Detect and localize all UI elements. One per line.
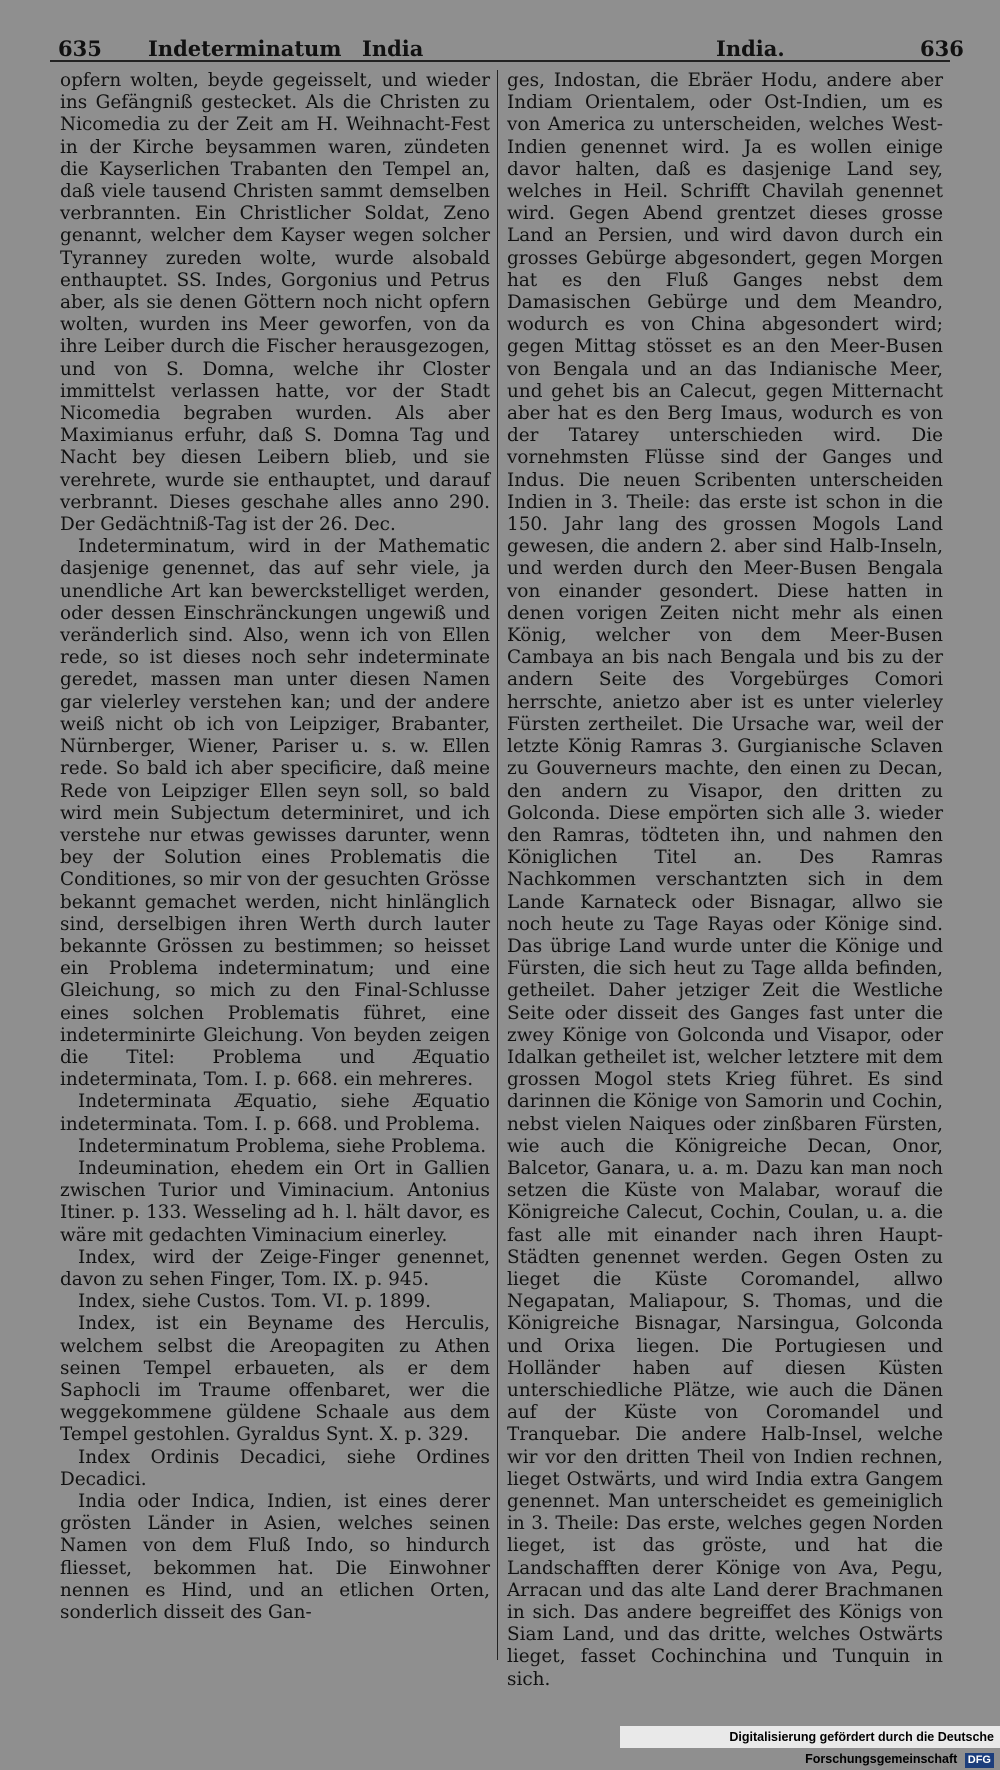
paragraph: Index, wird der Zeige-Finger genennet, davon zu sehen Finger, Tom. IX. p. 945. [60, 1246, 490, 1290]
dfg-logo: DFG [965, 1753, 994, 1768]
left-column [60, 70, 490, 1624]
page-number-right: 636 [920, 36, 964, 61]
paragraph: India oder Indica, Indien, ist eines derer grösten Länder in Asien, welches seinen Namen von dem Fluß Indo, so hindurch fliesset, bekommen hat. Die Einwohner nennen es Hind, und an etlichen Orten, sonderlich disseit des Gan- [60, 1491, 490, 1624]
paragraph: Index, ist ein Beyname des Herculis, welchem selbst die Areopagiten zu Athen seinen Tempel erbaueten, als er dem Saphocli im Traume offenbaret, wer die weggekommene güldene Schaale aus dem Tempel gestohlen. Gyraldus Synt. X. p. 329. [60, 1313, 490, 1446]
page-number-left: 635 [58, 36, 102, 61]
paragraph: Indeterminatum Problema, siehe Problema. [78, 1135, 487, 1157]
header-rule [50, 60, 950, 62]
running-header [50, 30, 964, 68]
running-head-right: India. [716, 36, 785, 61]
column-divider [497, 70, 498, 1660]
right-column [507, 70, 943, 1691]
paragraph: Indeterminatum, wird in der Mathematic dasjenige genennet, das auf sehr viele, ja unendliche Art kan bewerckstelliget werden, oder dessen Einschränckungen ungewiß und veränderlich sind. Also, wenn ich von Ellen rede, so ist dieses noch sehr indeterminate geredet, massen man unter diesen Namen gar vielerley verstehen kan; und der andere weiß nicht ob ich von Leipziger, Brabanter, Nürnberger, Wiener, Pariser u. s. w. Ellen rede. So bald ich aber specificire, daß meine Rede von Leipziger Ellen seyn soll, so bald wird mein Subjectum determiniret, und ich verstehe nur etwas gewisses darunter, wenn bey der Solution eines Problematis die Conditiones, so mir von der gesuchten Grösse bekannt gemachet werden, nicht hinlänglich sind, derselbigen ihren Werth durch lauter bekannte Grössen zu bestimmen; so heisset ein Problema indeterminatum; und eine Gleichung, so mich zu den Final-Schlusse eines solchen Problematis führet, eine indeterminirte Gleichung. Von beyden zeigen die Titel: Problema und Æquatio indeterminata, Tom. I. p. 668. ein mehreres. [60, 536, 490, 1091]
digitization-footer [620, 1726, 1000, 1766]
running-head-left: Indeterminatum [148, 36, 342, 61]
paragraph: opfern wolten, beyde gegeisselt, und wieder ins Gefängniß gestecket. Als die Christen zu Nicomedia zu der Zeit am H. Weihnacht-Fest in der Kirche beysammen waren, zündeten die Kayserlichen Trabanten den Tempel an, daß viele tausend Christen sammt demselben verbrannten. Ein Christlicher Soldat, Zeno genannt, welcher dem Kayser wegen solcher Tyranney zureden wolte, wurde alsobald enthauptet. SS. Indes, Gorgonius und Petrus aber, als sie denen Göttern noch nicht opfern wolten, wurden ins Meer geworfen, von da ihre Leiber durch die Fischer herausgezogen, und von S. Domna, welche ihr Closter immittelst verlassen hatte, vor der Stadt Nicomedia begraben wurden. Als aber Maximianus erfuhr, daß S. Domna Tag und Nacht bey diesen Leibern blieb, und sie verehrete, wurde sie enthauptet, und darauf verbrannt. Dieses geschahe alles anno 290. Der Gedächtniß-Tag ist der 26. Dec. [60, 70, 490, 536]
footer-text: Digitalisierung gefördert durch die Deutsche Forschungsgemeinschaft [729, 1730, 994, 1766]
paragraph: Indeterminata Æquatio, siehe Æquatio indeterminata. Tom. I. p. 668. und Problema. [60, 1091, 490, 1135]
running-head-center: India [362, 36, 424, 61]
paragraph: ges, Indostan, die Ebräer Hodu, andere aber Indiam Orientalem, oder Ost-Indien, um es von America zu unterscheiden, welches West-Indien genennet wird. Ja es wollen einige davor halten, daß es dasjenige Land sey, welches in Heil. Schrifft Chavilah genennet wird. Gegen Abend grentzet dieses grosse Land an Persien, und wird davon durch ein grosses Gebürge abgesondert, gegen Morgen hat es den Fluß Ganges nebst dem Damasischen Gebürge und dem Meandro, wodurch es von China abgesondert wird; gegen Mittag stösset es an den Meer-Busen von Bengala und an das Indianische Meer, und gehet bis an Calecut, gegen Mitternacht aber hat es den Berg Imaus, wodurch es von der Tatarey unterschieden wird. Die vornehmsten Flüsse sind der Ganges und Indus. Die neuen Scribenten unterscheiden Indien in 3. Theile: das erste ist schon in die 150. Jahr lang des grossen Mogols Land gewesen, die andern 2. aber sind Halb-Inseln, und werden durch den Meer-Busen Bengala von einander gesondert. Diese hatten in denen vorigen Zeiten nicht mehr als einen König, welcher von dem Meer-Busen Cambaya an bis nach Bengala und bis zu der andern Seite des Vorgebürges Comori herrschte, anietzo aber ist es unter vielerley Fürsten zertheilet. Die Ursache war, weil der letzte König Ramras 3. Gurgianische Sclaven zu Gouverneurs machte, den einen zu Decan, den andern zu Visapor, den dritten zu Golconda. Diese empörten sich alle 3. wieder den Ramras, tödteten ihn, und nahmen den Königlichen Titel an. Des Ramras Nachkommen verschantzten sich in dem Lande Karnateck oder Bisnagar, allwo sie noch heute zu Tage Rayas oder Könige sind. Das übrige Land wurde unter die Könige und Fürsten, die sich heut zu Tage allda befinden, getheilet. Daher jetziger Zeit die Westliche Seite oder disseit des Ganges fast unter die zwey Könige von Golconda und Visapor, oder Idalkan getheilet ist, welcher letztere mit dem grossen Mogol stets Krieg führet. Es sind darinnen die Könige von Samorin und Cochin, nebst vielen Naiques oder zinßbaren Fürsten, wie auch die Königreiche Decan, Onor, Balcetor, Ganara, u. a. m. Dazu kan man noch setzen die Küste von Malabar, worauf die Königreiche Calecut, Cochin, Coulan, u. a. die fast alle mit einander nach ihren Haupt-Städten genennet werden. Gegen Osten zu lieget die Küste Coromandel, allwo Negapatan, Maliapour, S. Thomas, und die Königreiche Bisnagar, Narsingua, Golconda und Orixa liegen. Die Portugiesen und Holländer haben auf diesen Küsten unterschiedliche Plätze, wie auch die Dänen auf der Küste von Coromandel und Tranquebar. Die andere Halb-Insel, welche wir vor den dritten Theil von Indien rechnen, lieget Ostwärts, und wird India extra Gangem genennet. Man unterscheidet es gemeiniglich in 3. Theile: Das erste, welches gegen Norden lieget, ist das gröste, und hat die Landschafften derer Könige von Ava, Pegu, Arracan und das alte Land derer Brachmanen in sich. Das andere begreiffet des Königs von Siam Land, und das dritte, welches Ostwärts lieget, fasset Cochinchina und Tunquin in sich. [507, 70, 943, 1690]
paragraph: Index, siehe Custos. Tom. VI. p. 1899. [78, 1291, 431, 1313]
paragraph: Indeumination, ehedem ein Ort in Gallien zwischen Turior und Viminacium. Antonius Itiner. p. 133. Wesseling ad h. l. hält davor, es wäre mit gedachten Viminacium einerley. [60, 1157, 490, 1246]
paragraph: Index Ordinis Decadici, siehe Ordines Decadici. [60, 1446, 490, 1490]
